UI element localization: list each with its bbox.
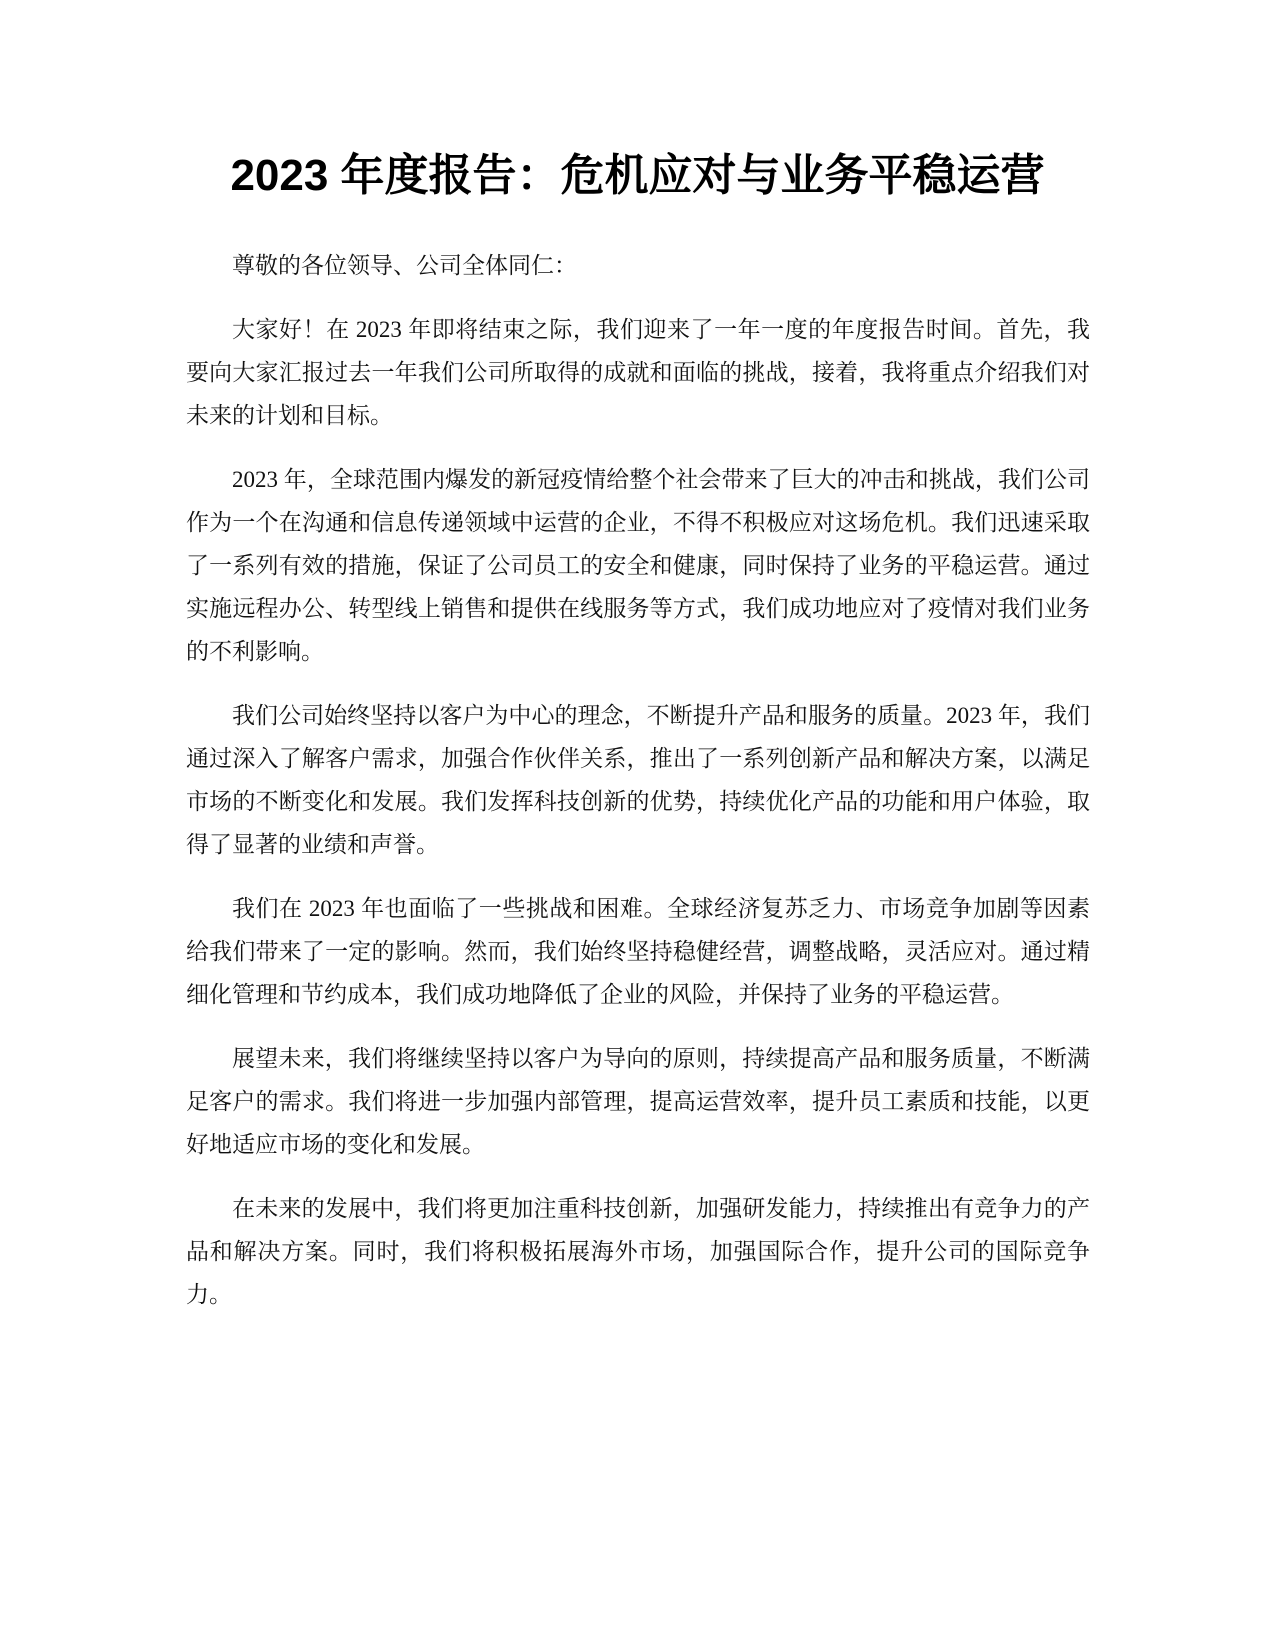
body-paragraph: 2023 年，全球范围内爆发的新冠疫情给整个社会带来了巨大的冲击和挑战，我们公司作为一个在沟通和信息传递领域中运营的企业，不得不积极应对这场危机。我们迅速采取了一系列有效的措施，保证了公司员工的安全和健康，同时保持了业务的平稳运营。通过实施远程办公、转型线上销售和提供在线服务等方式，我们成功地应对了疫情对我们业务的不利影响。 xyxy=(186,467,1090,664)
document-title: 2023 年度报告：危机应对与业务平稳运营 xyxy=(230,151,1045,200)
body-paragraph: 在未来的发展中，我们将更加注重科技创新，加强研发能力，持续推出有竞争力的产品和解决方案。同时，我们将积极拓展海外市场，加强国际合作，提升公司的国际竞争力。 xyxy=(186,1196,1090,1307)
body-paragraph: 大家好！在 2023 年即将结束之际，我们迎来了一年一度的年度报告时间。首先，我要向大家汇报过去一年我们公司所取得的成就和面临的挑战，接着，我将重点介绍我们对未来的计划和目标。 xyxy=(186,317,1090,428)
body-paragraph: 我们公司始终坚持以客户为中心的理念，不断提升产品和服务的质量。2023 年，我们通过深入了解客户需求，加强合作伙伴关系，推出了一系列创新产品和解决方案，以满足市场的不断变化和发展。我们发挥科技创新的优势，持续优化产品的功能和用户体验，取得了显著的业绩和声誉。 xyxy=(186,703,1090,857)
salutation-paragraph: 尊敬的各位领导、公司全体同仁： xyxy=(232,253,577,278)
body-paragraph: 我们在 2023 年也面临了一些挑战和困难。全球经济复苏乏力、市场竞争加剧等因素给我们带来了一定的影响。然而，我们始终坚持稳健经营，调整战略，灵活应对。通过精细化管理和节约成本，我们成功地降低了企业的风险，并保持了业务的平稳运营。 xyxy=(186,896,1090,1007)
body-paragraph: 展望未来，我们将继续坚持以客户为导向的原则，持续提高产品和服务质量，不断满足客户的需求。我们将进一步加强内部管理，提高运营效率，提升员工素质和技能，以更好地适应市场的变化和发展。 xyxy=(186,1046,1090,1157)
document-body xyxy=(186,244,1090,1337)
